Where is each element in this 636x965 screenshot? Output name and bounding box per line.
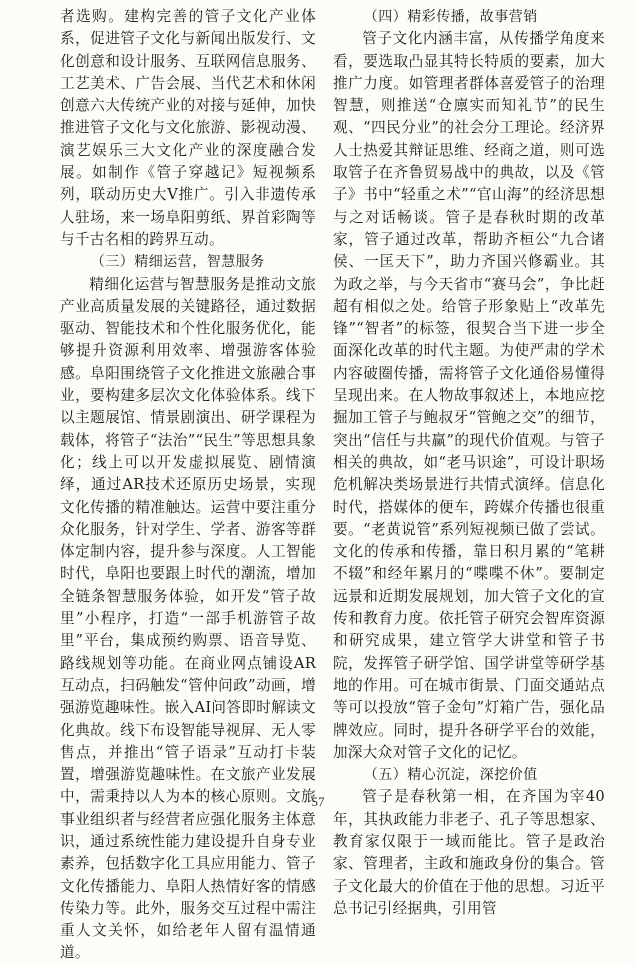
paragraph-value: 管子是春秋第一相，在齐国为宰40年，其执政能力非老子、孔子等思想家、教育家仅限于一域而能比。管子是政治家、管理者，主政和施政身份的集合。管子文化最大的价值在于他的思想。习近平总书记引经据典，引用管 [333, 788, 605, 917]
left-column [60, 6, 316, 965]
paragraph-storytelling: 管子文化内涵丰富，从传播学角度来看，要选取凸显其特长特质的要素，加大推广力度。如管理者群体喜爱管子的治理智慧，则推送“仓廪实而知礼节”的民生观、“四民分业”的社会分工理论。经济界人士热爱其辩证思维、经商之道，则可选取管子在齐鲁贸易战中的典故，以及《管子》书中“轻重之术”“官山海”的经济思想与之对话畅谈。管子是春秋时期的改革家，管子通过改革，帮助齐桓公“九合诸侯、一匡天下”，助力齐国兴修霸业。其为政之举，与今天省市“赛马会”，争比赶超有相似之处。给管子形象贴上“改革先锋”“智者”的标签，很契合当下进一步全面深化改革的时代主题。为使严肃的学术内容破圈传播，需将管子文化通俗易懂得呈现出来。在人物故事叙述上，本地应挖掘加工管子与鲍叔牙“管鲍之交”的细节，突出“信任与共赢”的现代价值观。与管子相关的典故，如“老马识途”，可设计职场危机解决类场景进行共情式演绎。信息化时代，搭媒体的便车，跨媒介传播也很重要。“老黄说管”系列短视频已做了尝试。文化的传承和传播，靠日积月累的“笔耕不辍”和经年累月的“喋喋不休”。要制定远景和近期发展规划，加大管子文化的宣传和教育力度。依托管子研究会智库资源和研究成果，建立管学大讲堂和管子书院，发挥管子研学馆、国学讲堂等研学基地的作用。可在城市街景、门面交通站点等可以投放“管子金句”灯箱广告，强化品牌效应。同时，提升各研学平台的效能，加深大众对管子文化的记忆。 [333, 30, 605, 761]
paragraph-continued: 者选购。建构完善的管子文化产业体系，促进管子文化与新闻出版发行、文化创意和设计服务、互联网信息服务、工艺美术、广告会展、当代艺术和休闲创意六大传统产业的对接与延伸，加快推进管子文化与文化旅游、影视动漫、演艺娱乐三大文化产业的深度融合发展。如制作《管子穿越记》短视频系列，联动历史大V推广。引入非遗传承人驻场，来一场阜阳剪纸、界首彩陶等与千古名相的跨界互动。 [60, 8, 316, 248]
section-heading-3: （三）精细运营，智慧服务 [90, 254, 265, 271]
paragraph-smart-service: 精细化运营与智慧服务是推动文旅产业高质量发展的关键路径，通过数据驱动、智能技术和个性化服务优化，能够提升资源利用效率、增强游客体验感。阜阳围绕管子文化推进文旅融合事业，要构建多层次文化体验体系。线下以主题展馆、情景剧演出、研学课程为载体，将管子“法治”“民生”等思想具象化；线上可以开发虚拟展览、剧情演绎，通过AR技术还原历史场景，实现文化传播的精准触达。运营中要注重分众化服务，针对学生、学者、游客等群体定制内容，提升参与深度。人工智能时代，阜阳也要跟上时代的潮流，增加全链条智慧服务体验，如开发“管子故里”小程序，打造“一部手机游管子故里”平台，集成预约购票、语音导览、路线规划等功能。在商业网点铺设AR互动点，扫码触发“管仲问政”动画，增强游览趣味性。嵌入AI问答即时解读文化典故。线下布设智能导视屏、无人零售点，并推出“管子语录”互动打卡装置，增强游览趣味性。在文旅产业发展中，需秉持以人为本的核心原则。文旅事业组织者与经营者应强化服务主体意识，通过系统性能力建设提升自身专业素养，包括数字化工具应用能力、管子文化传播能力、阜阳人热情好客的情感传染力等。此外，服务交互过程中需注重人文关怀，如给老年人留有温情通道。 [60, 275, 316, 962]
right-column [333, 6, 605, 920]
section-heading-5: （五）精心沉淀，深挖价值 [363, 767, 538, 784]
section-heading-4: （四）精彩传播，故事营销 [363, 9, 538, 25]
page-number: 57 [311, 794, 325, 809]
